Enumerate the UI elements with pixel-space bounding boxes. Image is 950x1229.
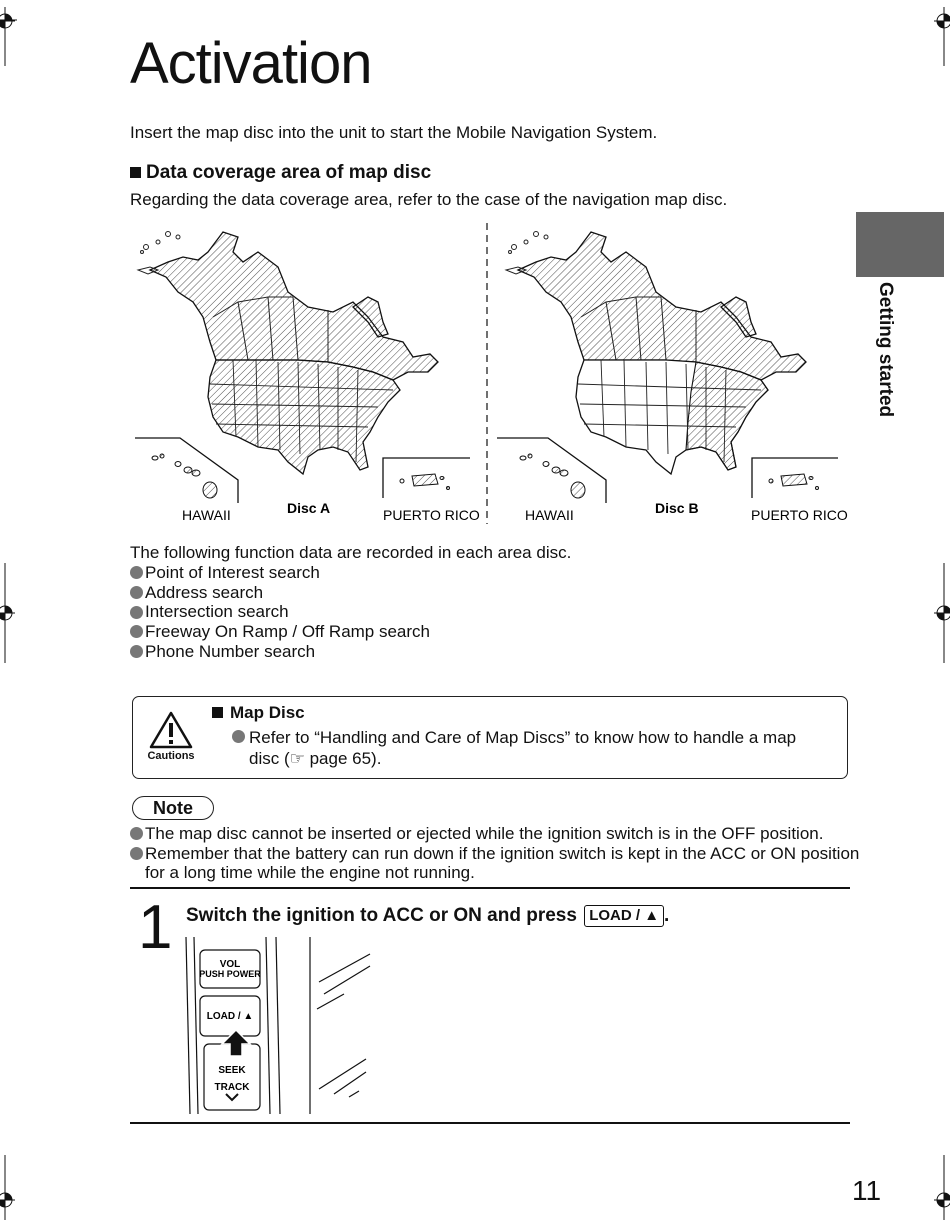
- coverage-heading-text: Data coverage area of map disc: [146, 162, 432, 183]
- page-number: 11: [852, 1175, 882, 1206]
- bullet-icon: [130, 645, 143, 658]
- functions-list: [130, 563, 430, 661]
- step-top-rule: [130, 887, 850, 889]
- disc-b-hawaii-label: HAWAII: [525, 507, 574, 523]
- step-bottom-rule: [130, 1122, 850, 1124]
- load-label: LOAD / ▲: [206, 1011, 254, 1022]
- disc-a-puerto-rico-label: PUERTO RICO: [383, 507, 480, 523]
- disc-b-label: Disc B: [655, 500, 699, 516]
- caution-icon-label: Cautions: [147, 750, 195, 762]
- bullet-icon: [130, 586, 143, 599]
- step-trailing-punctuation: .: [664, 905, 670, 927]
- side-tab-block: [856, 212, 944, 277]
- side-tab-label-text: Getting started: [875, 282, 896, 418]
- caution-heading-text: Map Disc: [230, 703, 305, 722]
- bullet-icon: [130, 847, 143, 860]
- vol-label: VOL: [219, 959, 241, 970]
- chevron-down-icon: [226, 1094, 238, 1100]
- square-bullet-icon: [130, 167, 141, 178]
- head-unit-illustration: [184, 934, 384, 1119]
- bullet-icon: [130, 566, 143, 579]
- list-item-text: Intersection search: [145, 602, 289, 622]
- disc-a-map: [138, 232, 438, 475]
- list-item: [130, 602, 430, 622]
- push-power-label: PUSH POWER: [199, 969, 261, 979]
- bullet-icon: [232, 730, 245, 743]
- coverage-heading: [130, 162, 431, 184]
- disc-b-map: [506, 232, 806, 475]
- list-item: [130, 583, 430, 603]
- load-eject-button-label: LOAD / ▲: [584, 905, 664, 927]
- square-bullet-icon: [212, 707, 223, 718]
- warning-triangle-icon: [146, 710, 196, 750]
- coverage-map-figure: [130, 218, 850, 530]
- page-title: Activation: [130, 31, 372, 96]
- note-badge: Note: [132, 796, 214, 820]
- functions-intro: The following function data are recorded in each area disc.: [130, 543, 572, 562]
- seek-label: SEEK: [218, 1065, 246, 1076]
- disc-a-hawaii-label: HAWAII: [182, 507, 231, 523]
- intro-text: Insert the map disc into the unit to start the Mobile Navigation System.: [130, 123, 658, 142]
- disc-b-puerto-rico-label: PUERTO RICO: [751, 507, 848, 523]
- list-item: [130, 824, 860, 843]
- list-item-text: Remember that the battery can run down if the ignition switch is kept in the ACC or ON position for a long time while the engine not running.: [145, 844, 860, 882]
- bullet-icon: [130, 827, 143, 840]
- list-item: [130, 622, 430, 642]
- step-instruction-text: Switch the ignition to ACC or ON and press: [186, 905, 577, 927]
- caution-heading: [212, 703, 305, 723]
- list-item: [130, 642, 430, 662]
- side-tab-label: [870, 282, 900, 432]
- list-item-text: Freeway On Ramp / Off Ramp search: [145, 621, 431, 641]
- caution-text-body: Refer to “Handling and Care of Map Discs” to know how to handle a map disc (☞ page 65).: [249, 728, 797, 768]
- list-item-text: Address search: [145, 582, 264, 602]
- step-instruction: [186, 905, 669, 927]
- track-label: TRACK: [214, 1082, 250, 1093]
- coverage-maps: [130, 218, 850, 530]
- coverage-subtext: Regarding the data coverage area, refer to the case of the navigation map disc.: [130, 190, 728, 209]
- list-item-text: Phone Number search: [145, 641, 316, 661]
- caution-icon-block: [146, 710, 196, 766]
- list-item: [130, 844, 860, 882]
- list-item-text: The map disc cannot be inserted or ejected while the ignition switch is in the OFF position.: [145, 824, 824, 843]
- press-arrow-icon: [222, 1030, 250, 1056]
- list-item: [130, 563, 430, 583]
- step-number: 1: [138, 893, 173, 962]
- list-item-text: Point of Interest search: [145, 562, 320, 582]
- note-list: [130, 824, 860, 883]
- bullet-icon: [130, 606, 143, 619]
- bullet-icon: [130, 625, 143, 638]
- disc-a-label: Disc A: [287, 500, 331, 516]
